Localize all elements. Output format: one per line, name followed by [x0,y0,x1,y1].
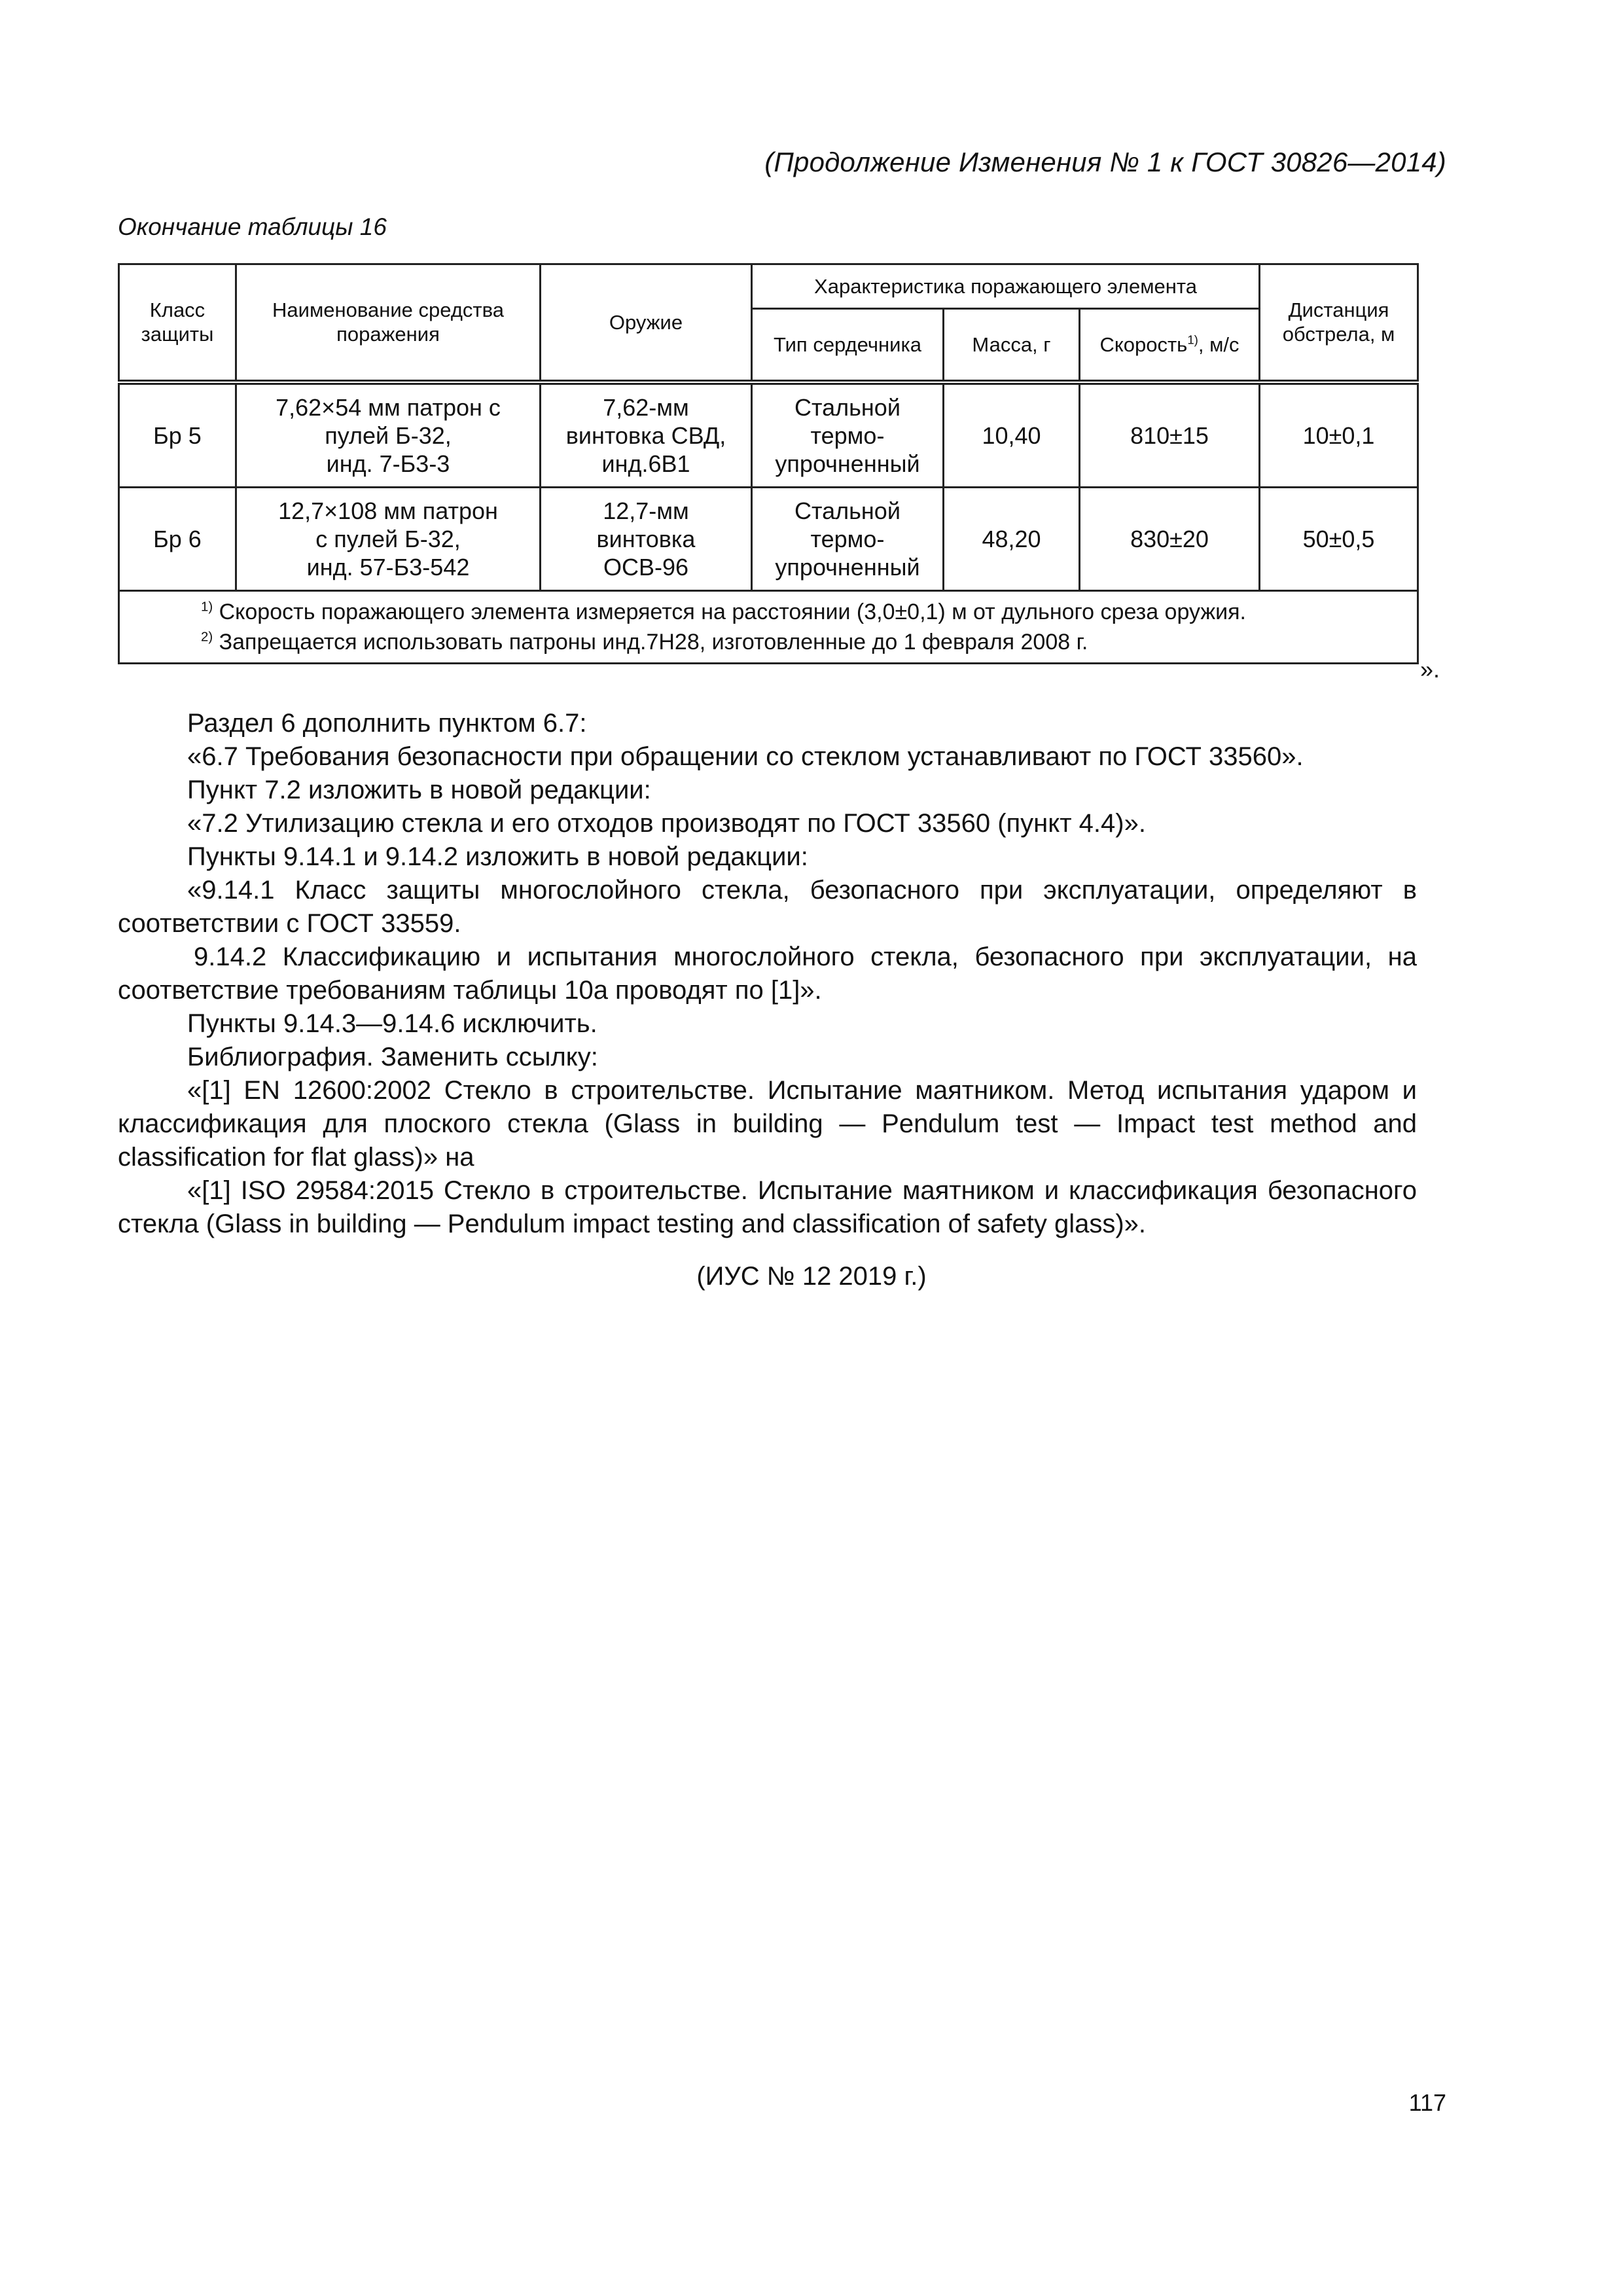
cell-line: упрочненный [775,450,920,477]
cell-weapon [541,382,752,488]
cell-line: Стальной [794,497,901,524]
cell-mass: 48,20 [944,487,1080,590]
paragraph: «6.7 Требования безопасности при обращении со стеклом устанавливают по ГОСТ 33560». [187,742,1304,771]
cell-line: 7,62×54 мм патрон с [276,393,501,421]
closing-quote: ». [1420,656,1440,683]
header-distance: Дистанция обстрела, м [1260,264,1418,382]
header-speed [1080,309,1260,382]
cell-weapon [541,487,752,590]
paragraph: Раздел 6 дополнить пунктом 6.7: [187,709,587,738]
cell-speed: 810±15 [1080,382,1260,488]
header-characteristic: Характеристика поражающего элемента [752,264,1260,309]
cell-class: Бр 6 [119,487,236,590]
paragraph: Пункты 9.14.1 и 9.14.2 изложить в новой редакции: [187,842,808,871]
cell-line: ОСВ-96 [603,553,689,581]
cell-line: 12,7-мм [603,497,689,524]
amendment-text [118,707,1417,1241]
table-footnotes [119,590,1418,663]
cell-line: 7,62-мм [603,393,689,421]
paragraph: «[1] EN 12600:2002 Стекло в строительстве. Испытание маятником. Метод испытания ударом и классификация для плоского стекла (Glass in building — Pendulum test — Impact test method and classification for flat glass)» на [118,1076,1417,1172]
table-16 [118,263,1417,664]
cell-line: термо- [810,525,885,552]
header-weapon: Оружие [541,264,752,382]
cell-line: винтовка [596,525,696,552]
header-means: Наименование средства поражения [236,264,541,382]
cell-line: с пулей Б-32, [315,525,461,552]
footnote-mark: 2) [201,630,213,645]
cell-line: инд.6В1 [601,450,690,477]
cell-speed: 830±20 [1080,487,1260,590]
cell-core [752,382,944,488]
paragraph: 9.14.2 Классификацию и испытания многослойного стекла, безопасного при эксплуатации, на соответствие требованиям таблицы 10а проводят по [1]». [118,942,1417,1005]
cell-distance: 50±0,5 [1260,487,1418,590]
cell-line: термо- [810,422,885,449]
paragraph: Библиография. Заменить ссылку: [187,1043,598,1071]
header-core: Тип сердечника [752,309,944,382]
running-header: (Продолжение Изменения № 1 к ГОСТ 30826—2014) [764,147,1446,177]
cell-line: инд. 7-Б3-3 [326,450,450,477]
ballistic-class-table [118,263,1419,664]
cell-mass: 10,40 [944,382,1080,488]
paragraph: «7.2 Утилизацию стекла и его отходов производят по ГОСТ 33560 (пункт 4.4)». [187,809,1146,838]
header-class: Класс защиты [119,264,236,382]
cell-line: упрочненный [775,553,920,581]
page-number: 117 [1408,2089,1446,2116]
cell-line: винтовка СВД, [565,422,726,449]
cell-line: Стальной [794,393,901,421]
footnote-2 [201,627,1417,657]
header-speed-label: Скорость [1099,332,1188,356]
cell-distance: 10±0,1 [1260,382,1418,488]
table-caption: Окончание таблицы 16 [118,213,387,240]
header-speed-footnote-mark: 1) [1187,332,1198,347]
cell-class: Бр 5 [119,382,236,488]
header-speed-unit: , м/с [1198,332,1240,356]
footnote-text: Запрещается использовать патроны инд.7Н28, изготовленные до 1 февраля 2008 г. [213,629,1088,655]
footnote-1 [201,597,1417,627]
footnote-mark: 1) [201,600,213,615]
cell-means [236,382,541,488]
paragraph: «9.14.1 Класс защиты многослойного стекла, безопасного при эксплуатации, определяют в соответствии с ГОСТ 33559. [118,876,1417,938]
ius-reference: (ИУС № 12 2019 г.) [696,1262,927,1291]
cell-line: пулей Б-32, [325,422,452,449]
table-row [119,382,1418,488]
cell-means [236,487,541,590]
footnote-text: Скорость поражающего элемента измеряется на расстоянии (3,0±0,1) м от дульного среза оружия. [213,599,1246,624]
paragraph: Пункт 7.2 изложить в новой редакции: [187,776,651,804]
paragraph: «[1] ISO 29584:2015 Стекло в строительстве. Испытание маятником и классификация безопасного стекла (Glass in building — Pendulum impact testing and classification of safety glass)». [118,1176,1417,1238]
table-footnotes-row [119,590,1418,663]
paragraph: Пункты 9.14.3—9.14.6 исключить. [187,1009,597,1038]
cell-line: 12,7×108 мм патрон [278,497,498,524]
table-row [119,487,1418,590]
cell-line: инд. 57-Б3-542 [306,553,470,581]
header-mass: Масса, г [944,309,1080,382]
cell-core [752,487,944,590]
